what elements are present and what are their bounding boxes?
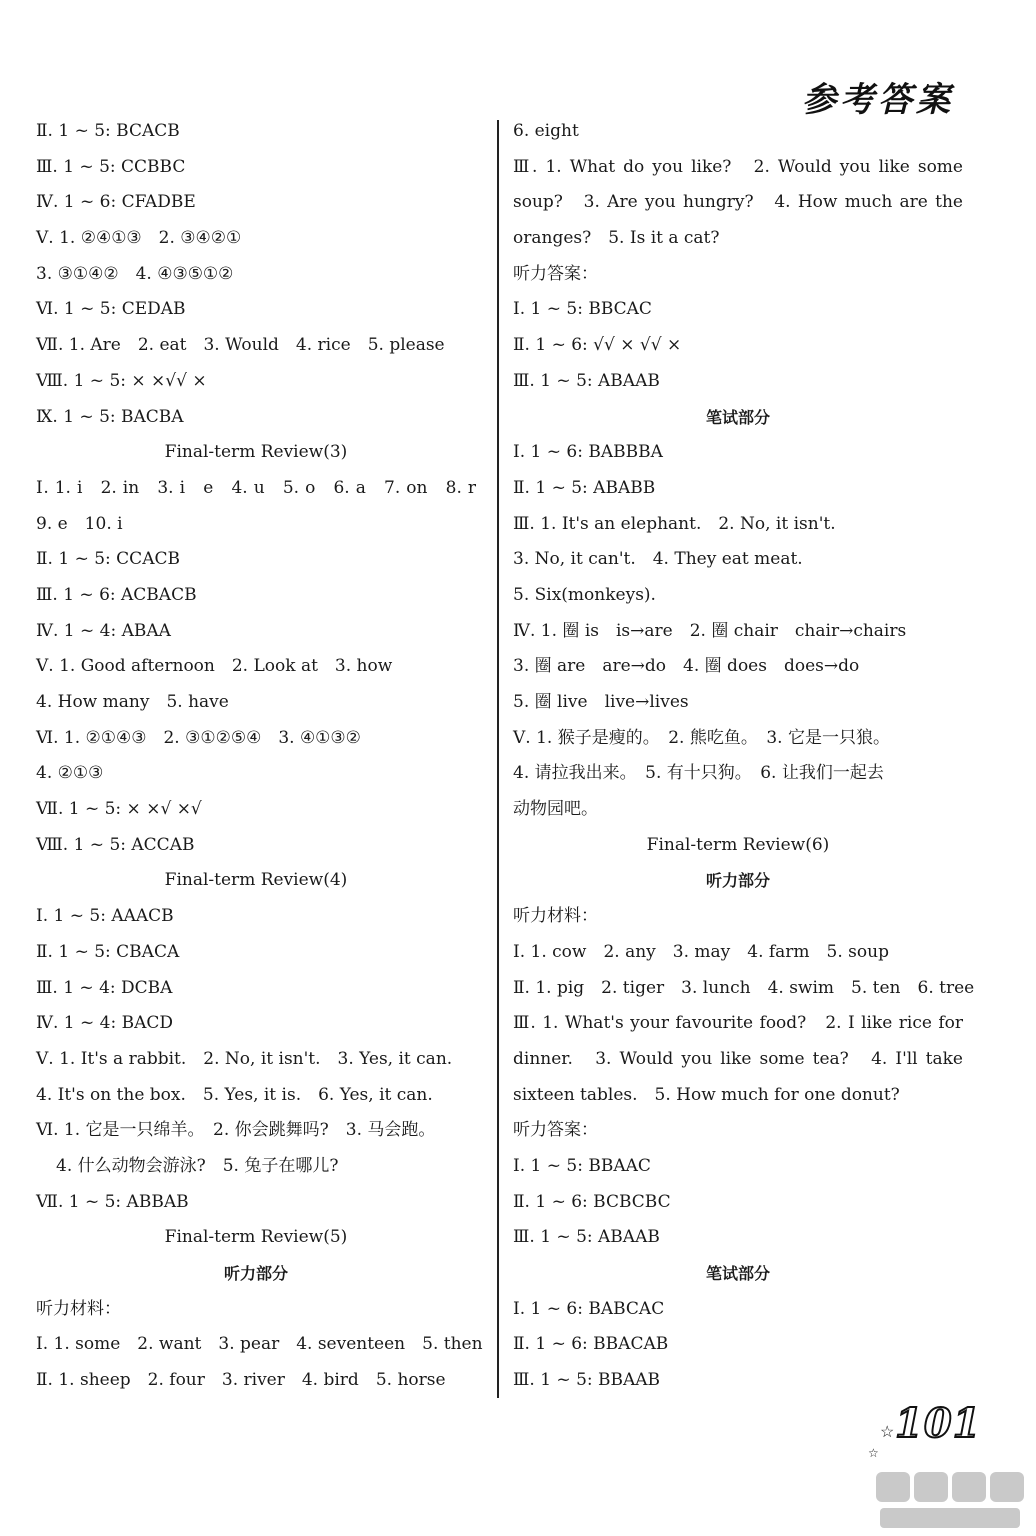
right-column-line: 听力部分 [705, 871, 770, 891]
left-column-line: 3. ③①④② 4. ④③⑤①② [36, 263, 234, 284]
left-column-line: Final-term Review(3) [164, 442, 348, 463]
right-column-line: 听力材料： [513, 906, 598, 927]
right-column-line: oranges? 5. Is it a cat? [513, 228, 720, 249]
right-column-line: Final-term Review(6) [646, 834, 830, 855]
right-column-line: 听力答案： [513, 1120, 598, 1141]
page-number: 101 [895, 1400, 982, 1447]
left-column-line: Ⅷ. 1 ~ 5: × ×√√ × [36, 370, 207, 391]
column-divider [497, 120, 499, 1398]
right-column-line: 听力答案： [513, 263, 598, 284]
right-column-line: dinner. 3. Would you like some tea? 4. I'll take [513, 1048, 963, 1069]
left-column-line: Ⅳ. 1 ~ 4: BACD [36, 1013, 174, 1034]
left-column-line: Ⅰ. 1. i 2. in 3. i e 4. u 5. o 6. a 7. on 8. r [36, 477, 476, 498]
right-column-line: Ⅲ. 1. What's your favourite food? 2. I like rice for [513, 1013, 963, 1034]
left-column-line: Ⅶ. 1 ~ 5: ABBAB [36, 1191, 189, 1212]
right-column-line: sixteen tables. 5. How much for one donut? [513, 1084, 900, 1105]
left-column-line: 听力材料： [36, 1298, 121, 1319]
left-column-line: Ⅴ. 1. ②④①③ 2. ③④②① [36, 228, 242, 249]
right-column-line: Ⅱ. 1 ~ 6: BCBCBC [513, 1191, 671, 1212]
left-column-line: Ⅱ. 1. sheep 2. four 3. river 4. bird 5. horse [36, 1370, 446, 1391]
right-column-line: 5. Six(monkeys). [513, 584, 656, 605]
left-column-line: Ⅷ. 1 ~ 5: ACCAB [36, 834, 195, 855]
left-column-line: Ⅱ. 1 ~ 5: BCACB [36, 121, 180, 141]
right-column-line: 笔试部分 [705, 407, 770, 427]
left-column-line: Ⅶ. 1. Are 2. eat 3. Would 4. rice 5. please [36, 335, 445, 356]
watermark-logo [872, 1466, 1027, 1532]
right-column-line: soup? 3. Are you hungry? 4. How much are the [513, 192, 963, 213]
right-column-line: Ⅰ. 1. cow 2. any 3. may 4. farm 5. soup [513, 941, 889, 962]
left-column-line: 听力部分 [223, 1264, 288, 1283]
right-column-line: Ⅲ. 1 ~ 5: ABAAB [513, 1227, 660, 1248]
left-column-line: 4. It's on the box. 5. Yes, it is. 6. Yes, it can. [36, 1084, 433, 1105]
right-column-line: Ⅴ. 1. 猴子是瘦的。 2. 熊吃鱼。 3. 它是一只狼。 [513, 727, 890, 748]
right-column-line: 3. 圈 are are→do 4. 圈 does does→do [513, 656, 860, 677]
left-column-line: Ⅵ. 1 ~ 5: CEDAB [36, 299, 186, 320]
right-column-line: 5. 圈 live live→lives [513, 692, 689, 712]
right-column-line: 动物园吧。 [513, 799, 598, 820]
right-column-line: Ⅲ. 1. What do you like? 2. Would you like some [513, 156, 963, 177]
right-column-line: 4. 请拉我出来。 5. 有十只狗。 6. 让我们一起去 [513, 763, 884, 784]
left-column-line: 4. 什么动物会游泳? 5. 兔子在哪儿? [56, 1155, 339, 1176]
right-column-line: Ⅳ. 1. 圈 is is→are 2. 圈 chair chair→chairs [513, 620, 907, 641]
left-column-line: Ⅱ. 1 ~ 5: CCACB [36, 549, 180, 570]
left-column-line: Final-term Review(5) [164, 1227, 348, 1248]
page-header-title: 参考答案 [802, 80, 954, 120]
left-column-line: Ⅵ. 1. ②①④③ 2. ③①②⑤④ 3. ④①③② [36, 727, 361, 748]
left-column-line: Ⅵ. 1. 它是一只绵羊。 2. 你会跳舞吗? 3. 马会跑。 [36, 1120, 436, 1141]
left-column-line: Ⅲ. 1 ~ 4: DCBA [36, 977, 173, 998]
right-column-line: Ⅲ. 1 ~ 5: ABAAB [513, 370, 660, 391]
left-column-line: Final-term Review(4) [164, 870, 348, 891]
left-column-line: 9. e 10. i [36, 513, 123, 534]
left-column-line: Ⅳ. 1 ~ 4: ABAA [36, 620, 171, 641]
left-column-line: 4. ②①③ [36, 763, 104, 784]
right-column-line: Ⅲ. 1. It's an elephant. 2. No, it isn't. [513, 513, 836, 534]
right-column [513, 114, 975, 1399]
left-column-line: Ⅳ. 1 ~ 6: CFADBE [36, 192, 196, 213]
left-column-line: 4. How many 5. have [36, 692, 229, 712]
right-column-line: 6. eight [513, 121, 579, 141]
left-column-line: Ⅰ. 1. some 2. want 3. pear 4. seventeen 5. then [36, 1334, 483, 1355]
right-column-line: 笔试部分 [705, 1264, 770, 1283]
right-column-line: Ⅰ. 1 ~ 6: BABCAC [513, 1298, 665, 1319]
right-column-line: 3. No, it can't. 4. They eat meat. [513, 549, 803, 570]
small-star-icon: ☆ [868, 1446, 879, 1460]
right-column-line: Ⅰ. 1 ~ 5: BBAAC [513, 1155, 651, 1176]
left-column-line: Ⅲ. 1 ~ 6: ACBACB [36, 584, 197, 605]
right-column-line: Ⅱ. 1 ~ 5: ABABB [513, 477, 656, 498]
left-column-line: Ⅱ. 1 ~ 5: CBACA [36, 941, 180, 962]
star-icon: ☆ [880, 1422, 895, 1441]
right-column-line: Ⅱ. 1 ~ 6: BBACAB [513, 1334, 669, 1355]
left-column-line: Ⅴ. 1. Good afternoon 2. Look at 3. how [36, 656, 393, 677]
left-column-line: Ⅴ. 1. It's a rabbit. 2. No, it isn't. 3. Yes, it can. [36, 1048, 453, 1069]
left-column-line: Ⅶ. 1 ~ 5: × ×√ ×√ [36, 799, 202, 820]
right-column-line: Ⅲ. 1 ~ 5: BBAAB [513, 1370, 661, 1391]
left-column [36, 114, 483, 1399]
right-column-line: Ⅱ. 1. pig 2. tiger 3. lunch 4. swim 5. ten 6. tree [513, 977, 975, 998]
left-column-line: Ⅲ. 1 ~ 5: CCBBC [36, 156, 186, 177]
left-column-line: Ⅸ. 1 ~ 5: BACBA [36, 406, 184, 427]
right-column-line: Ⅰ. 1 ~ 5: BBCAC [513, 299, 652, 320]
left-column-line: Ⅰ. 1 ~ 5: AAACB [36, 906, 174, 927]
right-column-line: Ⅱ. 1 ~ 6: √√ × √√ × [513, 335, 682, 356]
right-column-line: Ⅰ. 1 ~ 6: BABBBA [513, 442, 663, 463]
